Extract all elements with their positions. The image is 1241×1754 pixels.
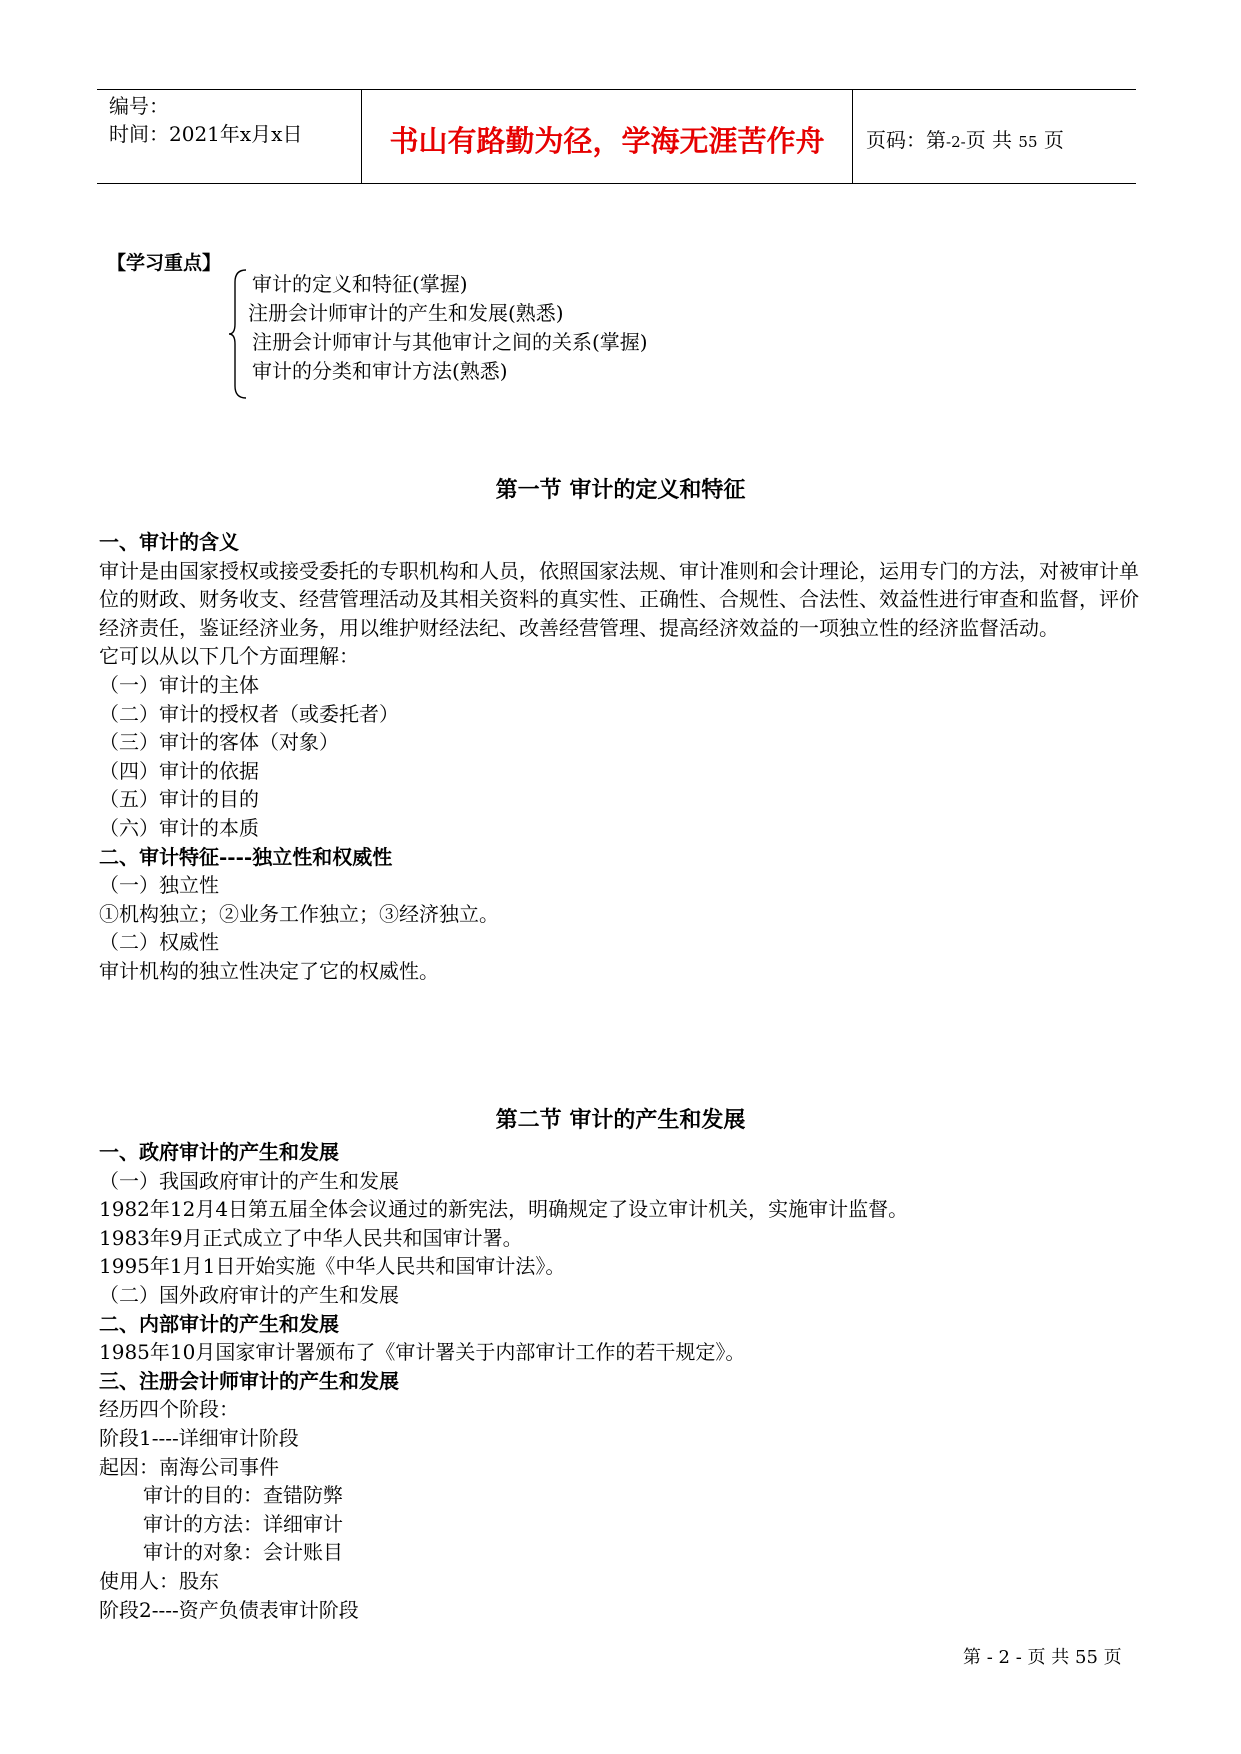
section2-heading1: 一、政府审计的产生和发展 — [99, 1140, 339, 1164]
footer-current: - 2 - — [986, 1647, 1022, 1668]
stage1-cause: 起因：南海公司事件 — [99, 1454, 279, 1479]
footer-prefix: 第 — [963, 1647, 981, 1668]
focus-item: 注册会计师审计的产生和发展(熟悉) — [248, 301, 564, 325]
audit-definition: 审计是由国家授权或接受委托的专职机构和人员，依照国家法规、审计准则和会计理论，运用专门的方法，对被审计单位的财政、财务收支、经营管理活动及其相关资料的真实性、正确性、合规性、合法性、效益性进行审查和监督，评价经济责任，鉴证经济业务，用以维护财经法纪、改善经营管理、提高经济效益的一项独立性的经济监督活动。 — [99, 558, 1139, 640]
section2-title: 第二节 审计的产生和发展 — [495, 1107, 746, 1133]
section2-sub1: （一）我国政府审计的产生和发展 — [99, 1168, 399, 1193]
section1-title: 第一节 审计的定义和特征 — [495, 477, 746, 503]
stage1-detail: 审计的目的：查错防弊 — [143, 1483, 343, 1508]
footer-middle: 页 共 — [1027, 1647, 1070, 1668]
independence-label: （一）独立性 — [99, 873, 219, 898]
aspect-item: （三）审计的客体（对象） — [99, 730, 339, 755]
aspect-item: （二）审计的授权者（或委托者） — [99, 701, 399, 726]
section2-body — [99, 1138, 1139, 1624]
footer-total: 55 — [1075, 1647, 1098, 1668]
authority-label: （二）权威性 — [99, 930, 219, 955]
page-suffix: 页 — [1043, 128, 1064, 152]
page-footer — [963, 1643, 1122, 1669]
page-label: 页码：第 — [866, 128, 946, 152]
section1-body — [99, 528, 1139, 986]
stage1: 阶段1----详细审计阶段 — [99, 1425, 299, 1450]
header-page-info — [866, 124, 1064, 153]
page-total: 55 — [1018, 133, 1038, 151]
focus-item: 审计的分类和审计方法(熟悉) — [252, 359, 508, 383]
stage1-detail: 审计的方法：详细审计 — [143, 1511, 343, 1536]
section2-sub2: （二）国外政府审计的产生和发展 — [99, 1282, 399, 1307]
aspect-item: （五）审计的目的 — [99, 787, 259, 812]
section2-heading2: 二、内部审计的产生和发展 — [99, 1311, 339, 1336]
stage2: 阶段2----资产负债表审计阶段 — [99, 1597, 359, 1622]
event-item: 1983年9月正式成立了中华人民共和国审计署。 — [99, 1225, 523, 1250]
internal-audit-text: 1985年10月国家审计署颁布了《审计署关于内部审计工作的若干规定》。 — [99, 1340, 746, 1365]
event-item: 1995年1月1日开始实施《中华人民共和国审计法》。 — [99, 1254, 566, 1279]
focus-item: 注册会计师审计与其他审计之间的关系(掌握) — [252, 330, 648, 354]
focus-item: 审计的定义和特征(掌握) — [252, 272, 468, 296]
independence-items: ①机构独立；②业务工作独立；③经济独立。 — [99, 901, 499, 926]
header-bottom-rule — [97, 183, 1136, 184]
page-current: -2- — [946, 133, 966, 151]
aspect-item: （六）审计的本质 — [99, 815, 259, 840]
page-middle: 页 共 — [965, 128, 1013, 152]
number-label: 编号： — [109, 94, 169, 118]
stages-intro: 经历四个阶段： — [99, 1397, 239, 1422]
aspect-item: （四）审计的依据 — [99, 758, 259, 783]
focus-list — [248, 270, 648, 386]
section1-heading1: 一、审计的含义 — [99, 530, 239, 554]
section1-heading2: 二、审计特征----独立性和权威性 — [99, 844, 393, 869]
authority-text: 审计机构的独立性决定了它的权威性。 — [99, 958, 439, 983]
footer-suffix: 页 — [1103, 1647, 1122, 1668]
header-motto: 书山有路勤为径，学海无涯苦作舟 — [389, 124, 825, 158]
header-info — [109, 92, 302, 148]
focus-title: 【学习重点】 — [107, 252, 222, 274]
header-top-rule — [97, 89, 1136, 90]
header-divider-right — [852, 89, 853, 184]
event-item: 1982年12月4日第五届全体会议通过的新宪法，明确规定了设立审计机关，实施审计监督。 — [99, 1197, 909, 1222]
section2-heading3: 三、注册会计师审计的产生和发展 — [99, 1368, 399, 1393]
date-line: 时间：2021年x月x日 — [109, 122, 303, 146]
aspects-intro: 它可以从以下几个方面理解： — [99, 644, 359, 669]
aspect-item: （一）审计的主体 — [99, 672, 259, 697]
stage1-detail: 审计的对象：会计账目 — [143, 1540, 343, 1565]
stage1-user: 使用人：股东 — [99, 1568, 219, 1593]
curly-brace-icon — [227, 268, 249, 400]
